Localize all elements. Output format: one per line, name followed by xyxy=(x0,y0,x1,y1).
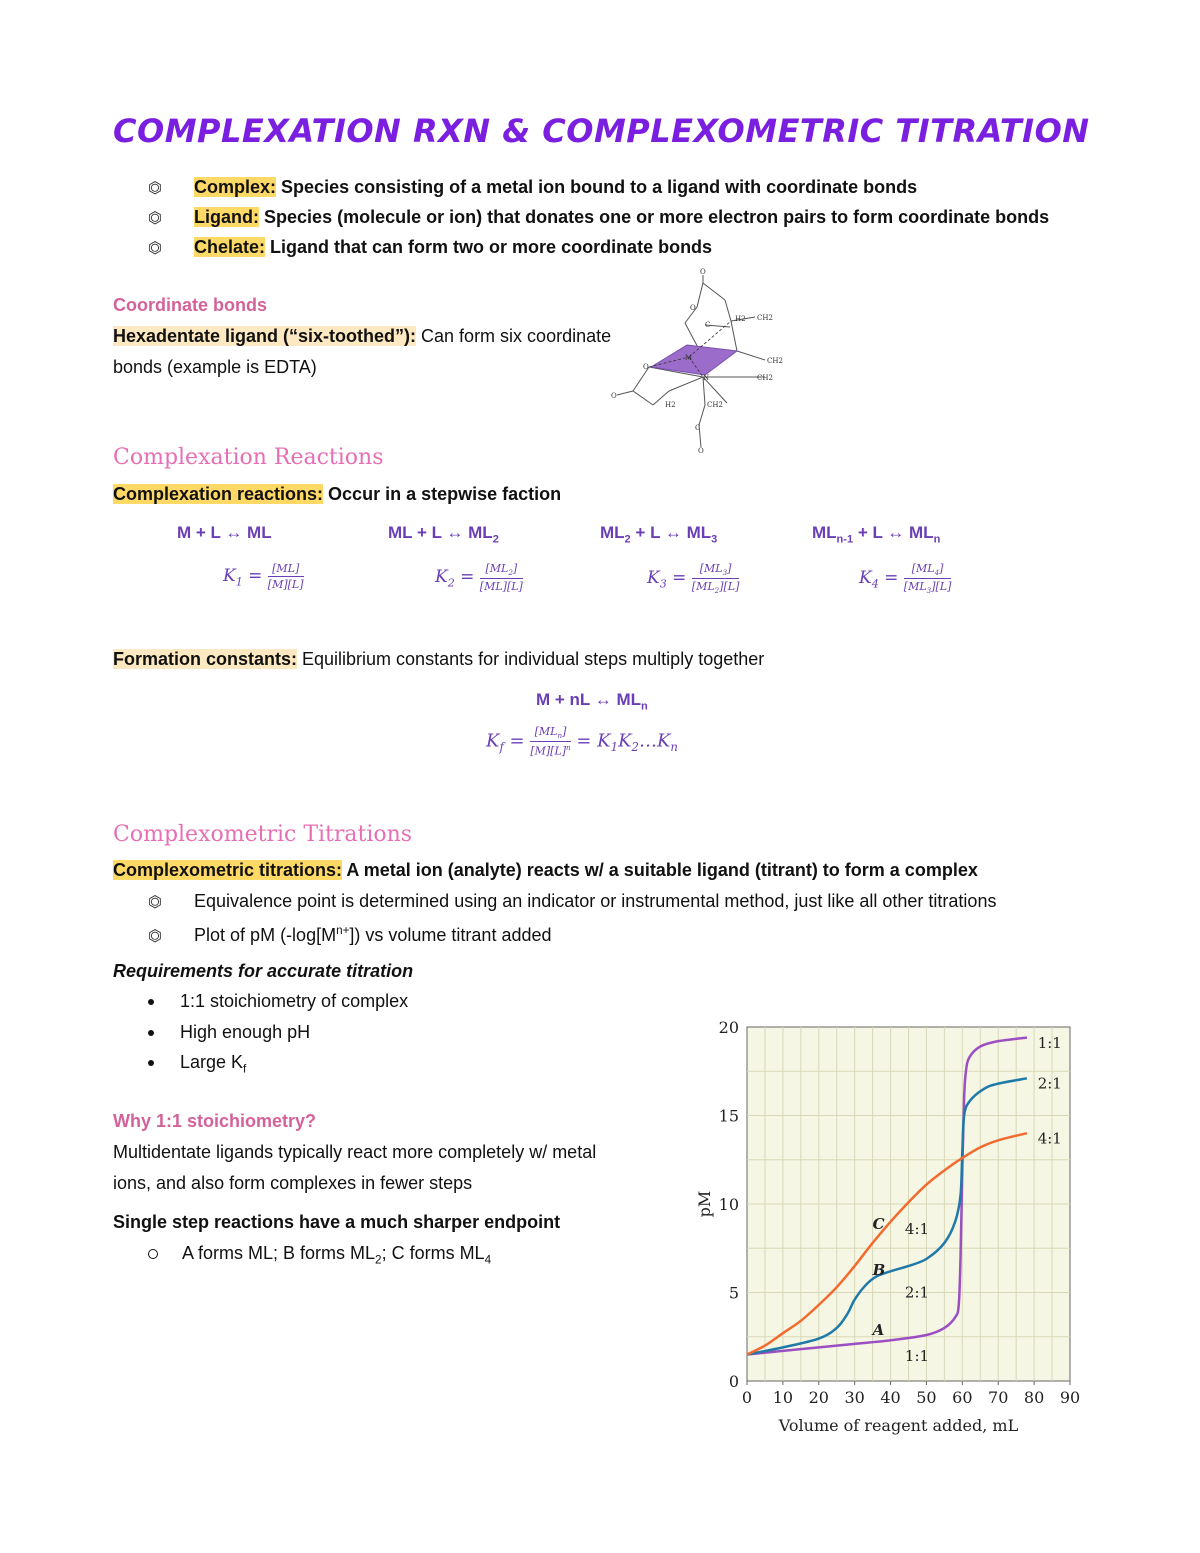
titrations-text: A metal ion (analyte) reacts w/ a suitable ligand (titrant) to form a complex xyxy=(342,860,978,880)
titrations-term: Complexometric titrations: xyxy=(113,860,343,880)
chart-ratio-label: 4:1 xyxy=(904,1219,930,1238)
complexation-term: Complexation reactions: xyxy=(113,484,324,504)
chart-x-tick-label: 20 xyxy=(808,1388,829,1407)
reaction-4: $ML_{n-1} + L$ ↔ $ML_n$ xyxy=(812,523,941,546)
chart-x-tick-label: 30 xyxy=(844,1388,865,1407)
titrations-heading: Complexometric Titrations xyxy=(113,822,413,847)
hexagon-ring-icon: ⏣ xyxy=(148,210,162,227)
why-heading: Why 1:1 stoichiometry? xyxy=(113,1111,317,1131)
equation-k3: $K_3$ = $\frac{[ML_3]}{[ML_2][L]}$ xyxy=(647,562,740,596)
chart-y-tick-label: 15 xyxy=(718,1106,739,1126)
abc-text: A forms ML; B forms $ML_2$; C forms $ML_4$ xyxy=(182,1243,492,1267)
page-title: COMPLEXATION RXN & COMPLEXOMETRIC TITRATION xyxy=(113,112,1090,150)
equation-k1: $K_1$ = $\frac{[ML]}{[M][L]}$ xyxy=(223,562,304,591)
chart-x-tick-label: 70 xyxy=(988,1388,1009,1407)
requirement-1 xyxy=(148,990,408,1012)
definition-complex xyxy=(148,176,917,200)
requirement-3-text: Large $K_f$ xyxy=(180,1052,247,1076)
chart-x-tick-label: 90 xyxy=(1059,1388,1081,1407)
edta-label-o-top: O xyxy=(700,268,706,276)
chart-x-tick-label: 50 xyxy=(916,1388,937,1407)
equation-k2: $K_2$ = $\frac{[ML_2]}{[ML][L]}$ xyxy=(435,562,523,594)
chart-ratio-label: 1:1 xyxy=(1037,1033,1062,1052)
edta-label-o-bottom: O xyxy=(698,447,704,455)
titrations-bullet-1-text: Equivalence point is determined using an indicator or instrumental method, just like all other titrations xyxy=(194,891,997,911)
chart-ratio-label: 2:1 xyxy=(1037,1074,1062,1093)
single-step-text: Single step reactions have a much sharper endpoint xyxy=(113,1212,561,1232)
edta-label-o-3: O xyxy=(611,392,617,400)
edta-label-c-2: C xyxy=(695,424,701,432)
definition-complex-text: Species consisting of a metal ion bound to a ligand with coordinate bonds xyxy=(276,177,918,197)
term-chelate: Chelate: xyxy=(194,237,266,257)
formation-reaction: M + nL ↔ $ML_n$ xyxy=(536,690,648,713)
edta-label-ch2-3: CH2 xyxy=(757,374,773,382)
edta-structure-diagram xyxy=(605,265,795,460)
abc-item xyxy=(148,1242,491,1272)
bullet-dot-icon xyxy=(148,999,154,1005)
titrations-bullet-2 xyxy=(148,920,552,948)
hexadentate-text2: bonds (example is EDTA) xyxy=(113,357,317,377)
definition-chelate xyxy=(148,236,712,260)
chart-x-axis-label: Volume of reagent added, mL xyxy=(778,1416,1019,1435)
equation-kf: $K_f$ = $\frac{[ML_n]}{[M][L]^n}$ = $K_1K_2\dots K_n$ xyxy=(486,725,678,758)
hexagon-ring-icon: ⏣ xyxy=(148,928,162,945)
complexation-text: Occur in a stepwise faction xyxy=(323,484,562,504)
equation-k4: $K_4$ = $\frac{[ML_4]}{[ML_3][L]}$ xyxy=(859,562,952,596)
edta-label-ch2-4: CH2 xyxy=(707,401,723,409)
hexadentate-text1: Can form six coordinate xyxy=(416,326,612,346)
edta-label-o-2: O xyxy=(643,363,649,371)
why-text-1: Multidentate ligands typically react more completely w/ metal xyxy=(113,1142,597,1162)
chart-y-tick-label: 20 xyxy=(718,1018,739,1037)
why-text-2: ions, and also form complexes in fewer steps xyxy=(113,1173,473,1193)
requirement-1-text: 1:1 stoichiometry of complex xyxy=(180,991,409,1011)
formation-term: Formation constants: xyxy=(113,649,298,669)
edta-label-m: M xyxy=(685,354,693,362)
chart-y-tick-label: 10 xyxy=(718,1195,739,1214)
formation-definition xyxy=(113,648,764,670)
complexation-definition xyxy=(113,483,561,505)
chart-y-tick-label: 0 xyxy=(728,1372,739,1391)
chart-x-tick-label: 10 xyxy=(772,1388,794,1407)
chart-x-tick-label: 60 xyxy=(952,1388,973,1407)
titrations-bullet-2-text: Plot of pM $(-\log[M^{n+}])$ vs volume titrant added xyxy=(194,924,552,945)
bullet-dot-icon xyxy=(148,1060,154,1066)
titrations-definition xyxy=(113,859,978,881)
edta-label-h2-1: H2 xyxy=(735,315,746,323)
formation-text: Equilibrium constants for individual steps multiply together xyxy=(297,649,765,669)
chart-curve-label: C xyxy=(872,1214,885,1233)
edta-label-o-1: O xyxy=(690,304,696,312)
chart-curve-label: A xyxy=(872,1320,885,1339)
chart-x-tick-label: 80 xyxy=(1023,1388,1045,1407)
chart-x-tick-label: 40 xyxy=(880,1388,901,1407)
titration-curve-chart xyxy=(690,1010,1090,1440)
bullet-dot-icon xyxy=(148,1030,154,1036)
hexagon-ring-icon: ⏣ xyxy=(148,240,162,257)
chart-ratio-label: 4:1 xyxy=(1037,1129,1062,1148)
definition-chelate-text: Ligand that can form two or more coordinate bonds xyxy=(265,237,713,257)
bullet-circle-icon xyxy=(148,1249,158,1259)
reaction-3: $ML_2 + L$ ↔ $ML_3$ xyxy=(600,523,718,546)
hexagon-ring-icon: ⏣ xyxy=(148,180,162,197)
chart-y-axis-label: pM xyxy=(695,1190,714,1218)
chart-y-tick-label: 5 xyxy=(728,1283,739,1303)
chart-ratio-label: 2:1 xyxy=(904,1283,930,1302)
chart-x-tick-label: 0 xyxy=(741,1388,753,1407)
reaction-2: ML + L ↔ $ML_2$ xyxy=(388,523,499,546)
edta-label-h2-2: H2 xyxy=(665,401,676,409)
titrations-bullet-1 xyxy=(148,890,996,914)
hexagon-ring-icon: ⏣ xyxy=(148,894,162,911)
complexation-heading: Complexation Reactions xyxy=(113,445,384,470)
edta-label-c-1: C xyxy=(705,321,711,329)
requirements-heading: Requirements for accurate titration xyxy=(113,961,414,981)
hexadentate-line1 xyxy=(113,325,611,347)
edta-label-ch2-1: CH2 xyxy=(757,314,773,322)
requirement-3 xyxy=(148,1051,246,1081)
edta-label-n: N xyxy=(703,374,710,382)
definition-ligand xyxy=(148,206,1049,230)
definition-ligand-text: Species (molecule or ion) that donates one or more electron pairs to form coordinate bonds xyxy=(259,207,1050,227)
coordinate-heading: Coordinate bonds xyxy=(113,295,267,315)
requirement-2 xyxy=(148,1021,310,1043)
hexadentate-term: Hexadentate ligand (“six-toothed”): xyxy=(113,326,417,346)
chart-curve-label: B xyxy=(872,1260,886,1279)
chart-ratio-label: 1:1 xyxy=(904,1347,930,1366)
requirement-2-text: High enough pH xyxy=(180,1022,311,1042)
reaction-1: M + L ↔ ML xyxy=(177,523,272,542)
edta-label-ch2-2: CH2 xyxy=(767,357,783,365)
term-ligand: Ligand: xyxy=(194,207,260,227)
term-complex: Complex: xyxy=(194,177,277,197)
